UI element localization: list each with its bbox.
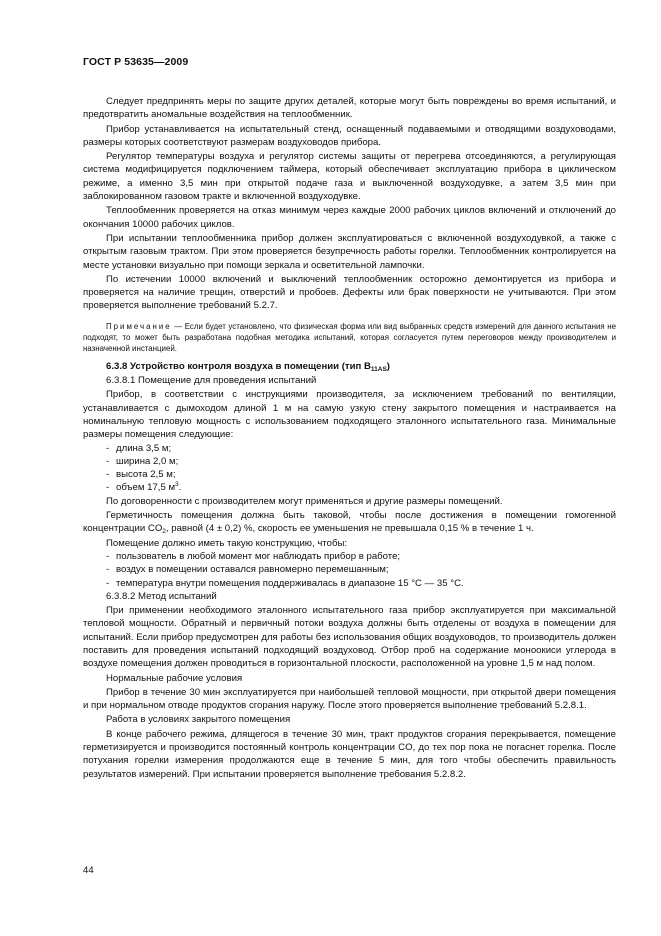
text-run: , равной (4 ± 0,2) %, скорость ее уменьшения не превышала 0,15 % в течение 1 ч.: [165, 523, 534, 535]
list-item-end: .: [178, 482, 182, 494]
list-item: - пользователь в любой момент мог наблюдать прибор в работе;: [106, 550, 401, 562]
note-head: Примечание: [106, 321, 172, 331]
document-header: ГОСТ Р 53635—2009: [83, 56, 189, 68]
section-title-subscript: 11AS: [370, 365, 387, 373]
subsection-title: 6.3.8.2 Метод испытаний: [106, 590, 217, 602]
text-run: Герметичность помещения должна быть таковой, чтобы после достижения в помещении гомогенной концентрации CO: [83, 510, 616, 535]
paragraph: Прибор, в соответствии с инструкциями производителя, за исключением требований по вентиляции, устанавливается с дымоходом длиной 1 м на самую узкую стену закрытого помещения и настраивается на номинальную тепловую мощность с использованием подходящего эталонного испытательного газа. Минимальные размеры помещения следующие:: [83, 389, 616, 441]
paragraph: В конце рабочего режима, длящегося в течение 30 мин, тракт продуктов сгорания перекрывается, помещение герметизируется и производится постоянный контроль концентрации CO, до тех пор пока не погаснет горелка. После потухания горелки измерения продолжаются еще в течение 5 мин, для того чтобы обеспечить правильность результатов измерений. При испытании проверяется выполнение требования 5.2.8.2.: [83, 728, 616, 780]
section-title: [83, 360, 616, 373]
superscript: 3: [175, 481, 179, 489]
paragraph: По договоренности с производителем могут применяться и другие размеры помещений.: [106, 495, 503, 507]
list-item: - объем 17,5 $м^3$.: [106, 481, 182, 494]
subsection-title: 6.3.8.1 Помещение для проведения испытаний: [106, 375, 317, 387]
paragraph: Помещение должно иметь такую конструкцию, чтобы:: [106, 537, 348, 549]
subscript: 2: [162, 528, 166, 536]
paragraph: Теплообменник проверяется на отказ минимум через каждые 2000 рабочих циклов включений и отключений до окончания 10000 рабочих циклов.: [83, 205, 616, 230]
paragraph: Регулятор температуры воздуха и регулятор системы защиты от перегрева отсоединяются, а регулирующая система модифицируется подключением таймера, который обеспечивает эксплуатацию прибора в циклическом режиме, а именно 3,5 мин при открытой подаче газа и выключенной воздуходувке, а затем 3,5 мин при заблокированном газовом тракте и включенной воздуходувке.: [83, 151, 616, 203]
list-item: - ширина 2,0 м;: [106, 455, 179, 467]
list-item-text: объем 17,5 м: [116, 482, 176, 494]
page-number: 44: [83, 865, 94, 876]
list-item-text: пользователь в любой момент мог наблюдать прибор в работе;: [116, 550, 401, 562]
section-title-end: ): [386, 360, 390, 372]
paragraph: При испытании теплообменника прибор должен эксплуатироваться с включенной воздуходувкой, а также с открытым газовым трактом. При этом проверяется безупречность работы горелки. Теплообменник контролируется на месте установки визуально при помощи зеркала и осветительной лампочки.: [83, 232, 616, 271]
paragraph: [83, 509, 616, 536]
section-title-text: 6.3.8 Устройство контроля воздуха в помещении (тип B: [106, 360, 371, 372]
page-content: [83, 95, 616, 781]
list-item-text: воздух в помещении оставался равномерно перемешанным;: [116, 564, 389, 576]
list-item-text: длина 3,5 м;: [116, 442, 172, 454]
paragraph-heading: Работа в условиях закрытого помещения: [106, 714, 291, 726]
list-item: - воздух в помещении оставался равномерно перемешанным;: [106, 564, 389, 576]
paragraph: Прибор в течение 30 мин эксплуатируется при наибольшей тепловой мощности, при открытой двери помещения и при нормальном отводе продуктов сгорания наружу. После этого проверяется выполнение требований 5.2.8.1.: [83, 686, 616, 712]
paragraph: Прибор устанавливается на испытательный стенд, оснащенный подаваемыми и отводящими воздуховодами, размеры которых соответствуют размерам воздуховодов прибора.: [83, 123, 616, 148]
list-item: - высота 2,5 м;: [106, 469, 176, 481]
list-item-text: температура внутри помещения поддерживалась в диапазоне 15 °C — 35 °C.: [116, 577, 464, 589]
paragraph: По истечении 10000 включений и выключений теплообменник осторожно демонтируется из прибора и проверяется на наличие трещин, отверстий и пробоев. Дефекты или брак поверхности не учитываются. При этом проверяется выполнение требований 5.2.7.: [83, 273, 616, 312]
list-item: - длина 3,5 м;: [106, 442, 172, 454]
list-item-text: высота 2,5 м;: [116, 469, 176, 481]
list-item-text: ширина 2,0 м;: [116, 455, 179, 467]
paragraph: Следует предпринять меры по защите других деталей, которые могут быть повреждены во время испытаний, и предотвратить аномальные воздействия на теплообменник.: [83, 96, 616, 121]
paragraph-heading: Нормальные рабочие условия: [106, 672, 243, 684]
list-item: - температура внутри помещения поддерживалась в диапазоне 15 °C — 35 °C.: [106, 577, 464, 589]
note: [83, 321, 616, 354]
paragraph: При применении необходимого эталонного испытательного газа прибор эксплуатируется при максимальной тепловой мощности. Обратный и первичный потоки воздуха должны быть отделены от воздуха в помещении для испытаний. Если прибор предусмотрен для работы без использования общих воздуховодов, то производитель должен поставить для проведения испытаний подходящий воздуховод. Отбор проб на содержание моноокиси углерода в воздухе помещения должен проводиться в горизонтальной плоскости, расположенной на уровне 1,5 м над полом.: [83, 605, 616, 670]
note-text: — Если будет установлено, что физическая форма или вид выбранных средств измерений для данного испытания не подходят, то может быть разработана подобная методика испытаний, которая согласуется путем переговоров между производителем и назначенной инстанцией.: [83, 321, 616, 353]
